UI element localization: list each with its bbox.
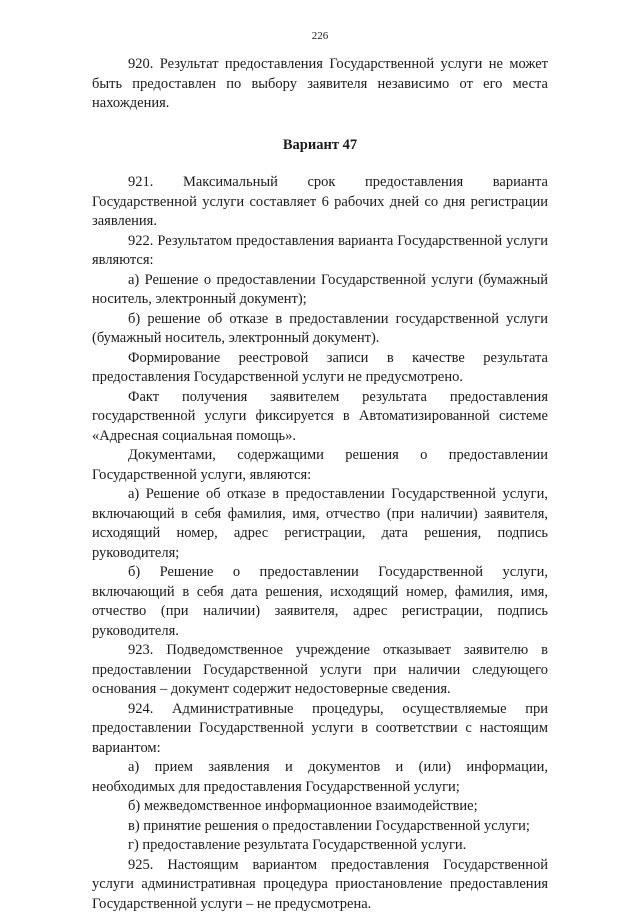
paragraph-result-fact: Факт получения заявителем результата предоставления государственной услуги фиксируется в Автоматизированной системе «Адресная социальная помощь».: [92, 388, 548, 447]
section-heading: Вариант 47: [92, 136, 548, 156]
list-item-grant-decision: б) Решение о предоставлении Государственной услуги, включающий в себя дата решения, исходящий номер, фамилия, имя, отчество (при наличии) заявителя, адрес регистрации, подпись руководителя.: [92, 563, 548, 641]
page-number: 226: [92, 30, 548, 42]
list-item-b: б) решение об отказе в предоставлении государственной услуги (бумажный носитель, электронный документ).: [92, 310, 548, 349]
paragraph-decision-documents: Документами, содержащими решения о предоставлении Государственной услуги, являются:: [92, 446, 548, 485]
paragraph-923: 923. Подведомственное учреждение отказывает заявителю в предоставлении Государственной услуги при наличии следующего основания – документ содержит недостоверные сведения.: [92, 641, 548, 700]
paragraph-921: 921. Максимальный срок предоставления варианта Государственной услуги составляет 6 рабочих дней со дня регистрации заявления.: [92, 173, 548, 232]
list-item-refusal-decision: а) Решение об отказе в предоставлении Государственной услуги, включающий в себя фамилия, имя, отчество (при наличии) заявителя, исходящий номер, адрес регистрации, дата решения, подпись руководителя;: [92, 485, 548, 563]
procedure-item-a: а) прием заявления и документов и (или) информации, необходимых для предоставления Государственной услуги;: [92, 758, 548, 797]
paragraph-925: 925. Настоящим вариантом предоставления Государственной услуги административная процедура приостановление предоставления Государственной услуги – не предусмотрена.: [92, 856, 548, 914]
paragraph-922: 922. Результатом предоставления варианта Государственной услуги являются:: [92, 232, 548, 271]
list-item-a: а) Решение о предоставлении Государственной услуги (бумажный носитель, электронный документ);: [92, 271, 548, 310]
paragraph-924: 924. Административные процедуры, осуществляемые при предоставлении Государственной услуги в соответствии с настоящим вариантом:: [92, 700, 548, 759]
paragraph-920: 920. Результат предоставления Государственной услуги не может быть предоставлен по выбору заявителя независимо от его места нахождения.: [92, 55, 548, 114]
procedure-item-d: г) предоставление результата Государственной услуги.: [92, 836, 548, 856]
procedure-item-c: в) принятие решения о предоставлении Государственной услуги;: [92, 817, 548, 837]
paragraph-registry-record: Формирование реестровой записи в качестве результата предоставления Государственной услуги не предусмотрено.: [92, 349, 548, 388]
procedure-item-b: б) межведомственное информационное взаимодействие;: [92, 797, 548, 817]
